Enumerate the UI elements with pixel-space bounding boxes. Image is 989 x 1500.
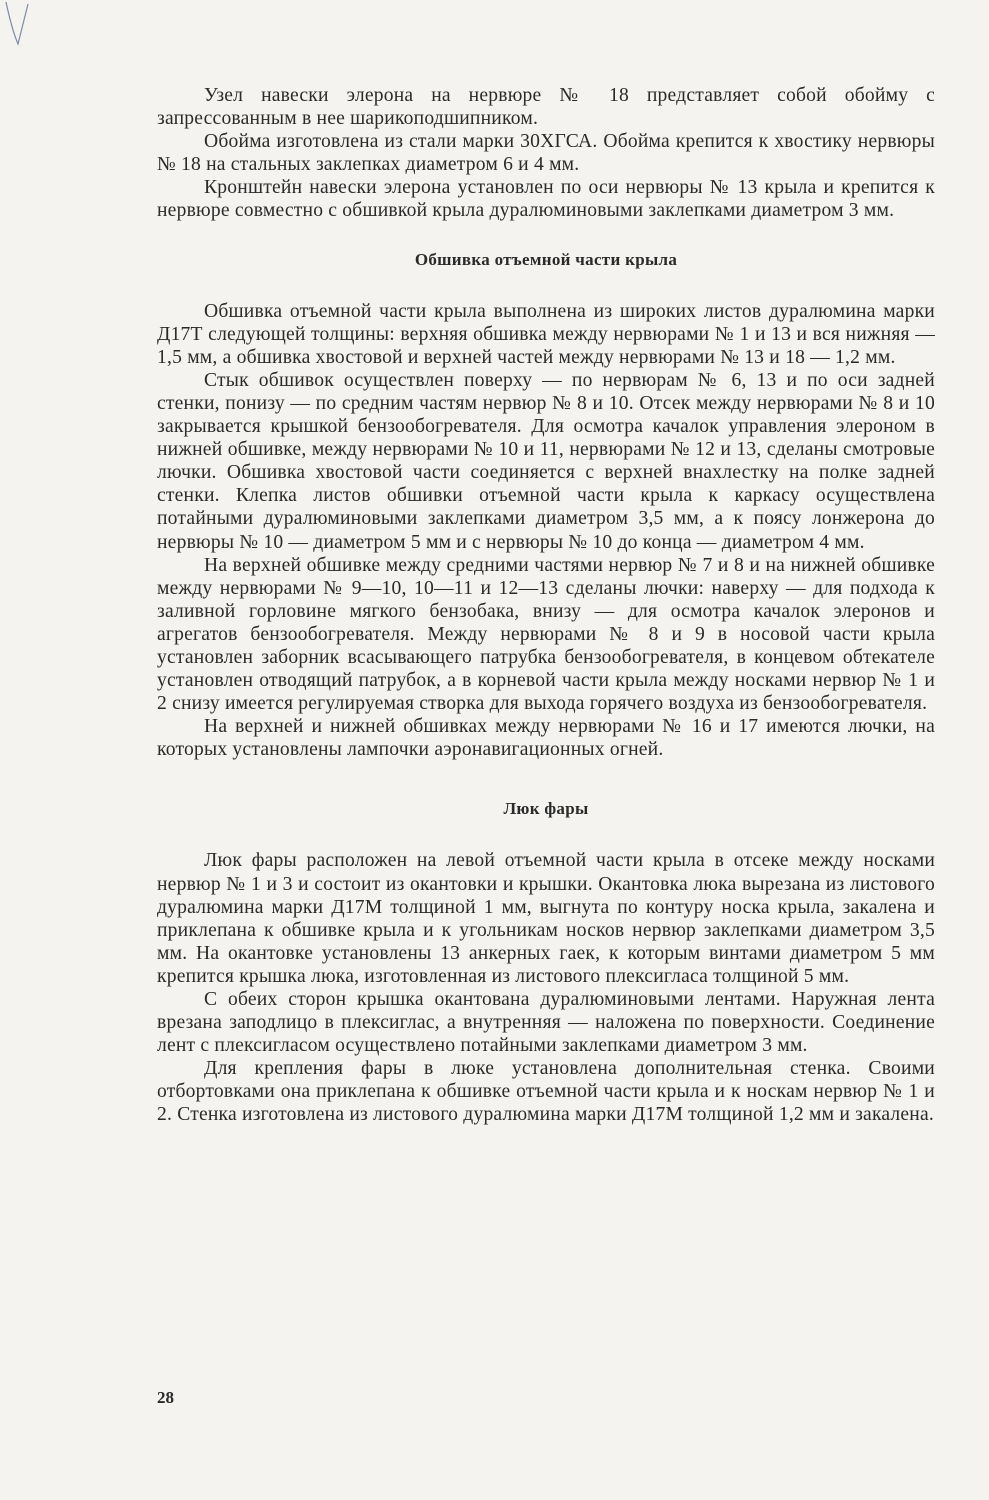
paragraph: На верхней обшивке между средними частями нервюр № 7 и 8 и на нижней обшивке между нервюрами № 9—10, 10—11 и 12—13 сделаны лючки: наверху — для подхода к заливной горловине мягкого бензобака, внизу — для осмотра качалок элеронов и агрегатов бензообогревателя. Между нервюрами № 8 и 9 в носовой части крыла установлен заборник всасывающего патрубка бензообогревателя, в концевом обтекателе установлен отводящий патрубок, а в корневой части крыла между носками нервюр № 1 и 2 снизу имеется регулируемая створка для выхода горячего воздуха из бензообогревателя. [157, 554, 935, 715]
paragraph: Люк фары расположен на левой отъемной части крыла в отсеке между носками нервюр № 1 и 3 и состоит из окантовки и крышки. Окантовка люка вырезана из листового дуралюмина марки Д17М толщиной 1 мм, выгнута по контуру носка крыла, закалена и приклепана к обшивке крыла и к угольникам носков нервюр заклепками диаметром 3,5 мм. На окантовке установлены 13 анкерных гаек, к которым винтами диаметром 5 мм крепится крышка люка, изготовленная из листового плексигласа толщиной 5 мм. [157, 850, 935, 987]
paragraph: Обшивка отъемной части крыла выполнена из широких листов дуралюмина марки Д17Т следующей толщины: верхняя обшивка между нервюрами № 1 и 13 и вся нижняя — 1,5 мм, а обшивка хвостовой и верхней частей между нервюрами № 13 и 18 — 1,2 мм. [157, 300, 935, 368]
page-number: 28 [157, 1388, 174, 1407]
pencil-mark [4, 0, 32, 50]
paragraph: Стык обшивок осуществлен поверху — по нервюрам № 6, 13 и по оси задней стенки, понизу — по средним частям нервюр № 8 и 10. Отсек между нервюрами № 8 и 10 закрывается крышкой бензообогревателя. Для осмотра качалок управления элероном в нижней обшивке, между нервюрами № 10 и 11, нервюрами № 12 и 13, сделаны смотровые лючки. Обшивка хвостовой части соединяется с верхней внахлестку на полке задней стенки. Клепка листов обшивки отъемной части крыла к каркасу осуществлена потайными дуралюминовыми заклепками диаметром 3,5 мм, а к поясу лонжерона до нервюры № 10 — диаметром 5 мм и с нервюры № 10 до конца — диаметром 4 мм. [157, 369, 935, 553]
page-body [157, 84, 935, 1127]
paragraph: Обойма изготовлена из стали марки 30ХГСА. Обойма крепится к хвостику нервюры № 18 на стальных заклепках диаметром 6 и 4 мм. [157, 131, 935, 176]
paragraph: Для крепления фары в люке установлена дополнительная стенка. Своими отбортовками она приклепана к обшивке отъемной части крыла и к носкам нервюр № 1 и 2. Стенка изготовлена из листового дуралюмина марки Д17М толщиной 1,2 мм и закалена. [157, 1058, 935, 1126]
paragraph: Узел навески элерона на нервюре № 18 представляет собой обойму с запрессованным в нее шарикоподшипником. [157, 85, 935, 130]
paragraph: На верхней и нижней обшивках между нервюрами № 16 и 17 имеются лючки, на которых установлены лампочки аэронавигационных огней. [157, 716, 935, 761]
paragraph: С обеих сторон крышка окантована дуралюминовыми лентами. Наружная лента врезана заподлицо в плексиглас, а внутренняя — наложена по поверхности. Соединение лент с плексигласом осуществлено потайными заклепками диаметром 3 мм. [157, 989, 935, 1057]
section-heading: Обшивка отъемной части крыла [414, 249, 678, 269]
section-heading: Люк фары [503, 799, 589, 819]
paragraph: Кронштейн навески элерона установлен по оси нервюры № 13 крыла и крепится к нервюре совместно с обшивкой крыла дуралюминовыми заклепками диаметром 3 мм. [157, 177, 935, 222]
